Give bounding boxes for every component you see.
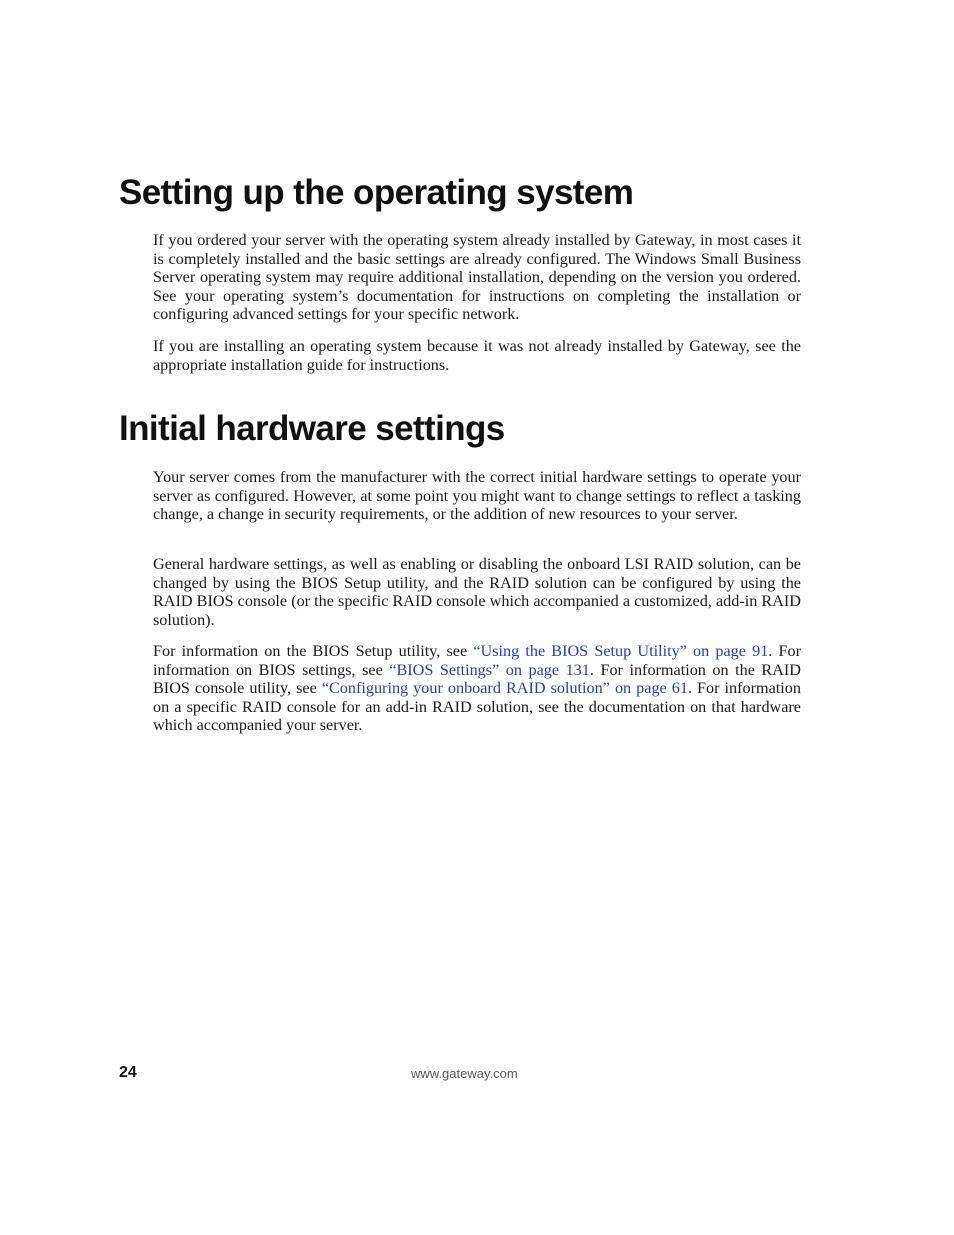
links-text-2: . For information on BIOS settings, see [153, 642, 801, 679]
link-bios-setup-utility[interactable]: “Using the BIOS Setup Utility” on page 91 [473, 642, 769, 660]
links-text-4: . For information on a specific RAID console for an add-in RAID solution, see the documentation on that hardware which accompanied your server. [153, 679, 801, 735]
link-bios-settings[interactable]: “BIOS Settings” on page 131 [389, 660, 590, 679]
heading-setting-up-os: Setting up the operating system [119, 173, 634, 212]
hardware-paragraph-2: General hardware settings, as well as enabling or disabling the onboard LSI RAID solution, can be changed by using the BIOS Setup utility, and the RAID solution can be configured by using the RAID BIOS console (or the specific RAID console which accompanied a customized, add-in RAID solution). [153, 555, 801, 629]
heading-initial-hardware-settings: Initial hardware settings [119, 409, 505, 448]
os-paragraph-1: If you ordered your server with the operating system already installed by Gateway, in most cases it is completely installed and the basic settings are already configured. The Windows Small Business Server operating system may require additional installation, depending on the version you ordered. See your operating system’s documentation for instructions on completing the installation or configuring advanced settings for your specific network. [153, 231, 801, 324]
hardware-paragraph-1: Your server comes from the manufacturer with the correct initial hardware settings to operate your server as configured. However, at some point you might want to change settings to reflect a tasking change, a change in security requirements, or the addition of new resources to your server. [153, 468, 801, 524]
hardware-links-paragraph [153, 642, 801, 735]
links-text-3: . For information on the RAID BIOS console utility, see [153, 660, 801, 698]
page-number: 24 [119, 1064, 137, 1081]
links-text-1: For information on the BIOS Setup utility, see [153, 642, 474, 660]
link-configuring-raid[interactable]: “Configuring your onboard RAID solution” on page 61 [321, 679, 688, 698]
footer-url: www.gateway.com [411, 1066, 518, 1081]
os-paragraph-2: If you are installing an operating system because it was not already installed by Gateway, see the appropriate installation guide for instructions. [153, 337, 801, 374]
